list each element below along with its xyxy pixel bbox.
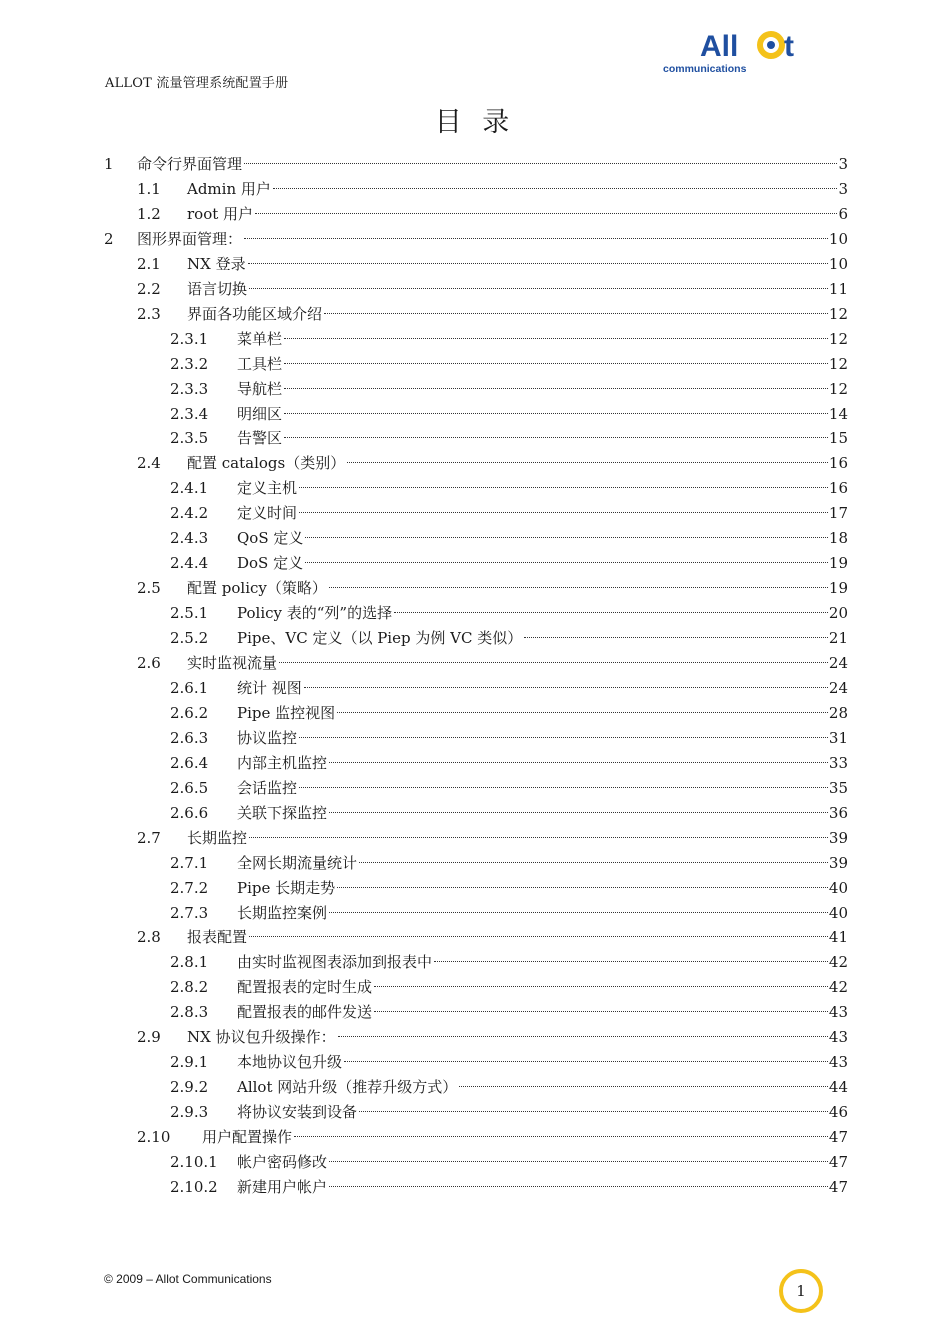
toc-entry[interactable] [0,676,950,700]
toc-entry[interactable] [0,526,950,550]
toc-entry-number: 2.9.2 [170,1078,209,1097]
toc-entry-page: 6 [838,204,848,223]
toc-dot-leader [329,1161,828,1162]
toc-dot-leader [279,662,828,663]
toc-entry-page: 10 [828,229,848,248]
toc-dot-leader [255,213,837,214]
toc-entry-page: 24 [828,678,848,697]
toc-entry[interactable] [0,626,950,650]
toc-dot-leader [344,1061,828,1062]
toc-entry-title: 实时监视流量 [187,654,278,672]
toc-entry-number: 2.6.6 [170,803,209,822]
toc-entry-page: 44 [828,1078,848,1097]
toc-entry-title: 长期监控案例 [237,903,328,922]
toc-entry-number: 1 [104,155,114,173]
toc-entry-number: 2.9.1 [170,1053,209,1072]
toc-dot-leader [249,936,828,937]
toc-entry-number: 2.6.5 [170,778,209,797]
toc-entry[interactable] [0,950,950,974]
toc-entry-page: 12 [828,354,848,373]
allot-logo [660,26,820,76]
toc-dot-leader [329,812,828,813]
toc-entry[interactable] [0,1125,950,1149]
toc-dot-leader [394,612,828,613]
toc-entry-number: 2.4.1 [170,479,209,498]
toc-dot-leader [329,912,828,913]
toc-entry-page: 40 [828,903,848,922]
toc-entry-number: 2.3.3 [170,379,209,398]
toc-entry-number: 2.6.4 [170,753,209,772]
toc-entry[interactable] [0,377,950,401]
toc-entry-title: 命令行界面管理 [137,155,243,173]
toc-entry-title: 关联下探监控 [237,803,328,822]
toc-dot-leader [359,1111,828,1112]
toc-entry[interactable] [0,426,950,450]
toc-entry[interactable] [0,876,950,900]
toc-dot-leader [249,288,828,289]
toc-entry-title: 导航栏 [237,379,283,398]
toc-entry[interactable] [0,302,950,326]
toc-entry-page: 18 [828,529,848,548]
toc-entry-title: 统计 视图 [237,678,302,697]
toc-entry[interactable] [0,601,950,625]
toc-entry-title: 内部主机监控 [237,753,328,772]
toc-dot-leader [337,887,828,888]
toc-entry-title: 将协议安装到设备 [237,1103,358,1122]
toc-dot-leader [249,837,828,838]
toc-entry-page: 47 [828,1153,848,1171]
toc-entry-number: 2.6.2 [170,703,209,722]
toc-entry-number: 2.6.3 [170,728,209,747]
toc-entry-title: 定义时间 [237,504,298,523]
toc-dot-leader [294,1136,828,1137]
toc-entry[interactable] [0,901,950,925]
toc-entry[interactable] [0,277,950,301]
toc-entry-title: 全网长期流量统计 [237,853,358,872]
toc-entry-title: 本地协议包升级 [237,1053,343,1072]
toc-entry-page: 41 [828,928,848,947]
toc-dot-leader [359,862,828,863]
toc-heading: 目 录 [434,107,516,138]
toc-entry[interactable] [0,252,950,276]
toc-entry-page: 16 [828,479,848,498]
toc-dot-leader [329,1186,828,1187]
toc-entry[interactable] [0,1175,950,1199]
toc-entry-number: 1.2 [137,204,161,223]
toc-dot-leader [304,687,828,688]
toc-dot-leader [299,737,828,738]
svg-text:communications: communications [663,63,747,75]
toc-entry-title: 语言切换 [187,279,248,298]
toc-dot-leader [374,986,828,987]
toc-entry[interactable] [0,1050,950,1074]
toc-entry-number: 2.8 [137,928,161,947]
toc-entry-title: Pipe 监控视图 [237,703,336,722]
toc-entry-title: DoS 定义 [237,554,304,573]
toc-dot-leader [338,1036,828,1037]
toc-entry[interactable] [0,576,950,600]
toc-entry[interactable] [0,227,950,251]
toc-entry-page: 3 [838,155,848,173]
toc-entry-page: 43 [828,1028,848,1047]
toc-entry-number: 1.1 [137,179,161,198]
toc-entry[interactable] [0,202,950,226]
toc-entry-title: 新建用户帐户 [237,1177,328,1196]
toc-entry-number: 2.9 [137,1028,161,1047]
toc-dot-leader [337,712,828,713]
toc-entry-page: 19 [828,579,848,598]
toc-entry-page: 17 [828,504,848,523]
toc-entry[interactable] [0,152,950,176]
toc-entry-title: 配置报表的定时生成 [237,978,373,997]
toc-entry-number: 2.5 [137,579,161,598]
toc-entry[interactable] [0,1100,950,1124]
toc-entry-page: 16 [828,454,848,473]
toc-entry-page: 31 [828,728,848,747]
toc-entry-title: Policy 表的“列”的选择 [237,604,393,623]
toc-dot-leader [347,462,828,463]
toc-entry[interactable] [0,352,950,376]
toc-entry-page: 10 [828,254,848,273]
toc-entry-page: 28 [828,703,848,722]
toc-entry-title: 工具栏 [237,354,283,373]
toc-entry-page: 47 [828,1128,848,1147]
toc-entry[interactable] [0,851,950,875]
toc-entry-number: 2.6.1 [170,678,209,697]
toc-entry[interactable] [0,501,950,525]
toc-entry[interactable] [0,925,950,949]
toc-entry[interactable] [0,701,950,725]
toc-entry-number: 2.4.3 [170,529,209,548]
toc-dot-leader [524,637,828,638]
toc-dot-leader [305,562,828,563]
toc-dot-leader [434,961,828,962]
toc-entry-page: 21 [828,629,848,648]
toc-dot-leader [329,762,828,763]
toc-entry-page: 14 [828,404,848,423]
toc-entry-title: 用户配置操作 [202,1128,293,1147]
toc-entry-page: 15 [828,429,848,448]
toc-entry-number: 2.9.3 [170,1103,209,1122]
toc-entry-title: 配置 policy（策略） [187,579,327,598]
page-number: 1 [796,1282,806,1300]
toc-dot-leader [299,787,828,788]
toc-entry-title: 长期监控 [187,828,248,847]
toc-dot-leader [244,163,837,164]
toc-entry-title: 报表配置 [187,928,248,947]
toc-entry[interactable] [0,726,950,750]
toc-entry-page: 19 [828,554,848,573]
toc-entry[interactable] [0,1000,950,1024]
toc-entry-title: Admin 用户 [187,179,271,198]
toc-dot-leader [273,188,838,189]
toc-entry-title: 协议监控 [237,728,298,747]
toc-dot-leader [284,363,828,364]
toc-entry-number: 2 [104,229,114,248]
toc-entry-page: 46 [828,1103,848,1122]
toc-entry-title: QoS 定义 [237,529,304,548]
toc-entry-title: 帐户密码修改 [237,1153,328,1171]
toc-entry-page: 39 [828,828,848,847]
toc-entry-number: 2.2 [137,279,161,298]
page-number-badge [779,1269,823,1313]
toc-entry-number: 2.10.2 [170,1177,218,1196]
toc-entry[interactable] [0,551,950,575]
toc-entry-title: Pipe 长期走势 [237,878,336,897]
toc-entry-page: 40 [828,878,848,897]
toc-entry-number: 2.6 [137,654,161,672]
toc-entry-page: 42 [828,953,848,972]
toc-dot-leader [284,437,828,438]
toc-dot-leader [248,263,828,264]
document-header-title: ALLOT 流量管理系统配置手册 [105,76,289,91]
toc-entry-page: 12 [828,379,848,398]
toc-entry-page: 35 [828,778,848,797]
toc-entry-title: 配置报表的邮件发送 [237,1003,373,1022]
toc-entry-page: 47 [828,1177,848,1196]
toc-entry-number: 2.3.2 [170,354,209,373]
toc-entry-title: 图形界面管理： [137,229,243,248]
toc-entry-page: 24 [828,654,848,672]
toc-entry[interactable] [0,776,950,800]
toc-dot-leader [329,587,828,588]
toc-entry-title: NX 登录 [187,254,246,273]
toc-entry-number: 2.7 [137,828,161,847]
toc-entry-number: 2.8.2 [170,978,209,997]
toc-entry-page: 39 [828,853,848,872]
toc-entry-page: 36 [828,803,848,822]
toc-entry-page: 12 [828,329,848,348]
toc-entry-title: Allot 网站升级（推荐升级方式） [237,1078,458,1097]
toc-entry[interactable] [0,1075,950,1099]
toc-dot-leader [374,1011,828,1012]
toc-entry[interactable] [0,975,950,999]
toc-entry-number: 2.7.2 [170,878,209,897]
toc-entry-number: 2.8.1 [170,953,209,972]
toc-entry-page: 42 [828,978,848,997]
toc-entry-title: 告警区 [237,429,283,448]
toc-entry[interactable] [0,1025,950,1049]
svg-text:All: All [700,30,739,63]
toc-entry-number: 2.5.2 [170,629,209,648]
toc-entry-number: 2.10.1 [170,1153,218,1171]
toc-entry[interactable] [0,751,950,775]
toc-dot-leader [284,413,828,414]
toc-dot-leader [305,537,828,538]
toc-entry-number: 2.1 [137,254,161,273]
toc-entry-title: 菜单栏 [237,329,283,348]
toc-entry-number: 2.3.1 [170,329,209,348]
toc-dot-leader [324,313,828,314]
toc-entry-number: 2.7.3 [170,903,209,922]
toc-entry[interactable] [0,402,950,426]
toc-entry[interactable] [0,801,950,825]
toc-dot-leader [284,338,828,339]
toc-dot-leader [244,238,828,239]
toc-entry-title: 会话监控 [237,778,298,797]
toc-entry-number: 2.7.1 [170,853,209,872]
toc-entry-page: 3 [838,179,848,198]
toc-entry-page: 11 [828,279,848,298]
toc-entry[interactable] [0,177,950,201]
toc-dot-leader [459,1086,828,1087]
footer-copyright: © 2009 – Allot Communications [104,1272,272,1286]
toc-entry-page: 43 [828,1003,848,1022]
toc-entry-title: 明细区 [237,404,283,423]
toc-dot-leader [284,388,828,389]
toc-entry-title: 配置 catalogs（类别） [187,454,346,473]
toc-entry[interactable] [0,826,950,850]
toc-entry-page: 43 [828,1053,848,1072]
toc-entry-number: 2.5.1 [170,604,209,623]
toc-entry-number: 2.3.4 [170,404,209,423]
toc-dot-leader [299,512,828,513]
toc-entry[interactable] [0,451,950,475]
toc-entry-number: 2.4.2 [170,504,209,523]
toc-entry-number: 2.8.3 [170,1003,209,1022]
toc-entry-number: 2.4 [137,454,161,473]
toc-entry-title: NX 协议包升级操作： [187,1028,336,1047]
toc-entry[interactable] [0,476,950,500]
toc-entry-title: 由实时监视图表添加到报表中 [237,953,433,972]
toc-entry-page: 20 [828,604,848,623]
toc-entry-page: 12 [828,304,848,323]
toc-entry-number: 2.3.5 [170,429,209,448]
toc-entry-number: 2.4.4 [170,554,209,573]
toc-entry-number: 2.3 [137,304,161,323]
toc-entry-number: 2.10 [137,1128,171,1147]
toc-entry-page: 33 [828,753,848,772]
toc-dot-leader [299,487,828,488]
toc-entry-title: root 用户 [187,204,254,223]
svg-text:t: t [784,30,794,63]
toc-entry-title: 界面各功能区域介绍 [187,304,323,323]
toc-entry-title: Pipe、VC 定义（以 Piep 为例 VC 类似） [237,629,523,648]
toc-entry[interactable] [0,327,950,351]
toc-entry[interactable] [0,651,950,675]
toc-entry[interactable] [0,1150,950,1174]
toc-entry-title: 定义主机 [237,479,298,498]
